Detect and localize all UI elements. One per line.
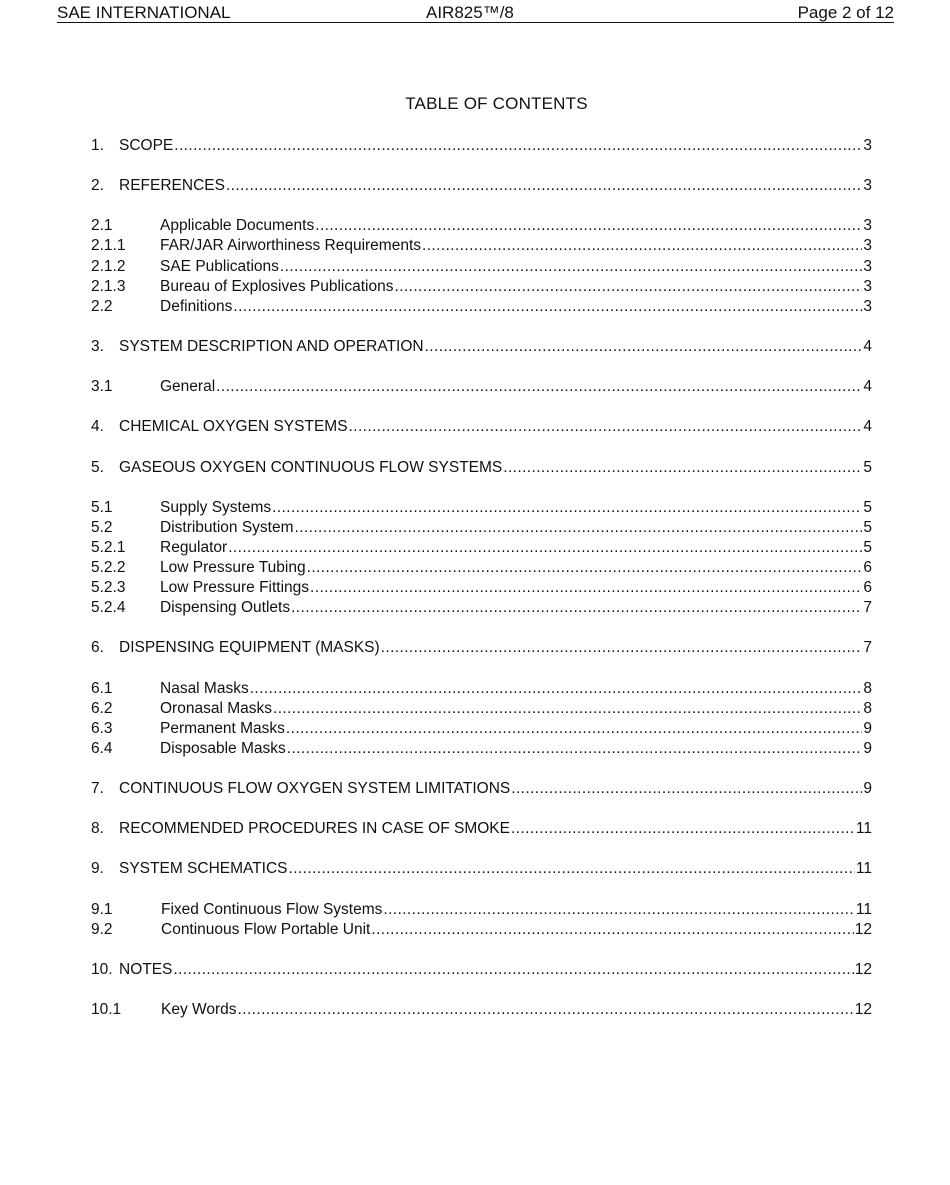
toc-entry-number: 2.1.1 (91, 237, 126, 255)
toc-leader-dots (395, 277, 863, 297)
toc-entry-number: 3.1 (91, 378, 113, 396)
toc-entry-title: NOTES (119, 960, 173, 978)
toc-leader-dots (503, 458, 862, 478)
toc-leader-dots (216, 377, 862, 397)
toc-entry-number: 6.4 (91, 739, 113, 757)
toc-entry-number: 5.1 (91, 498, 113, 516)
toc-leader-dots (238, 1000, 854, 1020)
page-number: Page 2 of 12 (797, 3, 894, 22)
toc-entry-number: 9. (91, 860, 104, 878)
toc-entry-number: 7. (91, 780, 104, 797)
toc-entry-title: FAR/JAR Airworthiness Requirements (160, 237, 422, 255)
toc-entry[interactable] (91, 598, 872, 618)
toc-entry-number: 6. (91, 639, 104, 657)
toc-entry-number: 5.2.1 (91, 538, 126, 556)
document-number: AIR825™/8 (426, 3, 514, 22)
toc-entry-page: 9 (863, 739, 872, 757)
toc-entry-title: Continuous Flow Portable Unit (161, 920, 371, 938)
toc-entry-number: 2. (91, 177, 104, 195)
toc-leader-dots (286, 719, 862, 739)
toc-entry-number: 2.2 (91, 297, 113, 315)
toc-entry-title: Regulator (160, 538, 228, 556)
toc-entry-number: 9.2 (91, 920, 113, 938)
toc-entry[interactable] (91, 739, 872, 759)
toc-entry-page: 3 (863, 237, 872, 255)
toc-entry-page: 3 (863, 177, 872, 195)
toc-leader-dots (381, 638, 863, 658)
toc-entry[interactable] (91, 1000, 872, 1020)
toc-entry-number: 8. (91, 820, 104, 838)
toc-entry[interactable] (91, 679, 872, 699)
toc-leader-dots (371, 920, 853, 940)
toc-entry[interactable] (91, 578, 872, 598)
toc-entry-page: 7 (863, 639, 872, 657)
toc-entry-title: CHEMICAL OXYGEN SYSTEMS (119, 418, 348, 436)
toc-entry-page: 4 (863, 378, 872, 396)
toc-leader-dots (315, 216, 862, 236)
toc-entry-page: 6 (863, 558, 872, 576)
toc-entry-number: 5.2 (91, 518, 113, 536)
toc-entry-number: 3. (91, 337, 104, 355)
toc-entry-number: 5.2.4 (91, 599, 126, 617)
toc-entry-page: 11 (855, 860, 872, 878)
toc-entry-title: SYSTEM DESCRIPTION AND OPERATION (119, 337, 424, 355)
toc-leader-dots (233, 297, 862, 317)
toc-entry-title: Distribution System (160, 518, 294, 536)
toc-entry[interactable] (91, 638, 872, 658)
toc-entry-number: 5.2.3 (91, 579, 126, 597)
toc-entry-number: 10.1 (91, 1001, 122, 1019)
toc-entry-title: Applicable Documents (160, 217, 315, 235)
toc-entry-number: 2.1 (91, 217, 113, 235)
toc-entry-page: 5 (863, 538, 872, 556)
toc-entry-title: CONTINUOUS FLOW OXYGEN SYSTEM LIMITATIONS (119, 780, 511, 797)
toc-entry[interactable] (91, 257, 872, 277)
toc-leader-dots (173, 960, 853, 980)
toc-entry[interactable] (91, 779, 872, 799)
toc-entry-page: 12 (854, 1001, 872, 1019)
toc-entry-page: 5 (863, 458, 872, 476)
toc-entry-title: Oronasal Masks (160, 699, 272, 717)
toc-entry[interactable] (91, 417, 872, 437)
toc-entry[interactable] (91, 458, 872, 478)
toc-entry-page: 3 (863, 137, 872, 154)
toc-leader-dots (287, 739, 863, 759)
toc-entry-page: 9 (863, 719, 872, 737)
toc-entry-number: 5.2.2 (91, 558, 126, 576)
toc-entry[interactable] (91, 337, 872, 357)
toc-leader-dots (310, 578, 862, 598)
toc-entry[interactable] (91, 297, 872, 317)
toc-entry-number: 1. (91, 137, 104, 154)
toc-entry-page: 8 (863, 699, 872, 717)
toc-entry[interactable] (91, 277, 872, 297)
toc-leader-dots (272, 498, 862, 518)
publisher-name: SAE INTERNATIONAL (57, 3, 231, 22)
toc-entry-number: 6.1 (91, 679, 113, 697)
toc-entry-title: Nasal Masks (160, 679, 249, 697)
toc-leader-dots (511, 819, 855, 839)
toc-leader-dots (307, 558, 863, 578)
toc-entry-page: 8 (863, 679, 872, 697)
toc-entry-number: 4. (91, 418, 104, 436)
toc-entry[interactable] (91, 377, 872, 397)
toc-entry-title: SYSTEM SCHEMATICS (119, 860, 288, 878)
toc-entry-title: Low Pressure Fittings (160, 579, 310, 597)
toc-entry[interactable] (91, 538, 872, 558)
toc-entry-page: 11 (855, 820, 872, 838)
toc-leader-dots (422, 236, 862, 256)
toc-entry-title: SCOPE (119, 137, 174, 154)
toc-leader-dots (383, 900, 855, 920)
toc-leader-dots (295, 518, 863, 538)
toc-entry-page: 9 (863, 780, 872, 797)
toc-entry-number: 10. (91, 960, 113, 978)
table-of-contents (91, 136, 872, 1020)
toc-entry-title: Low Pressure Tubing (160, 558, 306, 576)
toc-entry[interactable] (91, 960, 872, 980)
toc-entry-number: 6.3 (91, 719, 113, 737)
toc-leader-dots (291, 598, 862, 618)
toc-entry-number: 5. (91, 458, 104, 476)
toc-entry-title: Supply Systems (160, 498, 272, 516)
toc-leader-dots (280, 257, 862, 277)
toc-entry-page: 4 (863, 418, 872, 436)
toc-entry-page: 12 (854, 920, 872, 938)
toc-entry-page: 4 (863, 337, 872, 355)
toc-entry-page: 3 (863, 297, 872, 315)
toc-entry-page: 3 (863, 217, 872, 235)
toc-entry-title: Fixed Continuous Flow Systems (161, 900, 383, 918)
toc-entry-number: 9.1 (91, 900, 113, 918)
toc-entry-page: 11 (855, 900, 872, 918)
toc-leader-dots (289, 859, 855, 879)
toc-entry-page: 12 (854, 960, 872, 978)
toc-entry[interactable] (91, 819, 872, 839)
toc-entry-title: REFERENCES (119, 177, 225, 195)
toc-leader-dots (174, 136, 862, 156)
toc-entry-page: 6 (863, 579, 872, 597)
toc-entry-title: Permanent Masks (160, 719, 285, 737)
toc-entry-page: 3 (863, 277, 872, 295)
toc-entry-title: RECOMMENDED PROCEDURES IN CASE OF SMOKE (119, 820, 510, 838)
toc-leader-dots (273, 699, 862, 719)
toc-leader-dots (228, 538, 862, 558)
toc-entry-title: General (160, 378, 216, 396)
toc-entry-page: 7 (863, 599, 872, 617)
toc-entry[interactable] (91, 216, 872, 236)
toc-entry-title: GASEOUS OXYGEN CONTINUOUS FLOW SYSTEMS (119, 458, 503, 476)
toc-leader-dots (511, 779, 862, 799)
toc-entry[interactable] (91, 558, 872, 578)
toc-entry[interactable] (91, 859, 872, 879)
toc-entry-title: DISPENSING EQUIPMENT (MASKS) (119, 639, 380, 657)
toc-heading: TABLE OF CONTENTS (405, 94, 588, 113)
toc-entry[interactable] (91, 236, 872, 256)
toc-entry-title: Key Words (161, 1001, 237, 1019)
toc-leader-dots (250, 679, 863, 699)
toc-entry-title: Bureau of Explosives Publications (160, 277, 394, 295)
toc-entry-page: 5 (863, 498, 872, 516)
toc-entry-title: Disposable Masks (160, 739, 286, 757)
toc-entry-number: 6.2 (91, 699, 113, 717)
toc-entry-number: 2.1.2 (91, 257, 126, 275)
toc-entry[interactable] (91, 176, 872, 196)
toc-entry-page: 3 (863, 257, 872, 275)
toc-entry-page: 5 (863, 518, 872, 536)
toc-entry[interactable] (91, 518, 872, 538)
toc-entry-number: 2.1.3 (91, 277, 126, 295)
toc-leader-dots (425, 337, 863, 357)
toc-entry[interactable] (91, 136, 872, 156)
toc-entry-title: Dispensing Outlets (160, 599, 291, 617)
toc-entry[interactable] (91, 900, 872, 920)
toc-entry[interactable] (91, 719, 872, 739)
toc-entry-title: SAE Publications (160, 257, 279, 275)
toc-entry[interactable] (91, 699, 872, 719)
toc-entry[interactable] (91, 920, 872, 940)
toc-entry-title: Definitions (160, 297, 233, 315)
page-header (57, 2, 894, 23)
toc-leader-dots (349, 417, 863, 437)
toc-entry[interactable] (91, 498, 872, 518)
toc-leader-dots (226, 176, 862, 196)
